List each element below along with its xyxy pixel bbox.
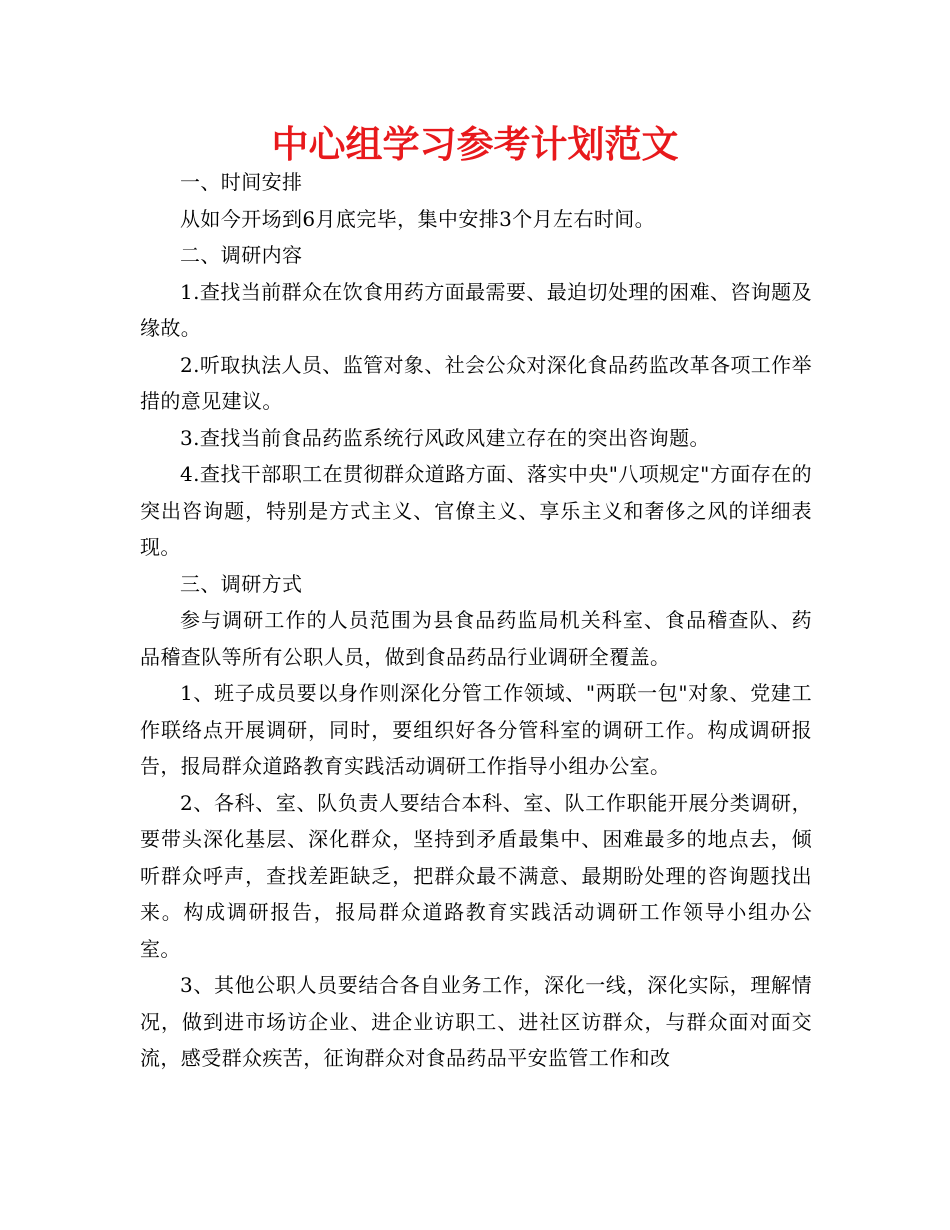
paragraph-content-item-2: 2.听取执法人员、监管对象、社会公众对深化食品药监改革各项工作举措的意见建议。 xyxy=(140,352,812,413)
section-heading-time: 一、时间安排 xyxy=(180,170,303,194)
paragraph-content-item-1: 1.查找当前群众在饮食用药方面最需要、最迫切处理的困难、咨询题及缘故。 xyxy=(140,279,812,340)
section-heading-content: 二、调研内容 xyxy=(180,243,303,267)
paragraph-method-item-1: 1、班子成员要以身作则深化分管工作领域、"两联一包"对象、党建工作联络点开展调研，同时，要组织好各分管科室的调研工作。构成调研报告，报局群众道路教育实践活动调研工作指导小组办公室。 xyxy=(140,681,812,778)
paragraph-time-detail: 从如今开场到6月底完毕，集中安排3个月左右时间。 xyxy=(180,206,656,231)
paragraph-method-item-2: 2、各科、室、队负责人要结合本科、室、队工作职能开展分类调研，要带头深化基层、深化群众，坚持到矛盾最集中、困难最多的地点去，倾听群众呼声，查找差距缺乏，把群众最不满意、最期盼处理的咨询题找出来。构成调研报告，报局群众道路教育实践活动调研工作领导小组办公室。 xyxy=(140,790,812,961)
paragraph-content-item-4: 4.查找干部职工在贯彻群众道路方面、落实中央"八项规定"方面存在的突出咨询题，特别是方式主义、官僚主义、享乐主义和奢侈之风的详细表现。 xyxy=(140,462,812,559)
document-title: 中心组学习参考计划范文 xyxy=(271,123,679,166)
paragraph-method-scope: 参与调研工作的人员范围为县食品药监局机关科室、食品稽查队、药品稽查队等所有公职人员，做到食品药品行业调研全覆盖。 xyxy=(140,608,812,669)
document-body xyxy=(140,164,812,1077)
paragraph-method-item-3: 3、其他公职人员要结合各自业务工作，深化一线，深化实际，理解情况，做到进市场访企业、进企业访职工、进社区访群众，与群众面对面交流，感受群众疾苦，征询群众对食品药品平安监管工作和改 xyxy=(140,973,812,1070)
section-heading-method: 三、调研方式 xyxy=(180,571,303,596)
paragraph-content-item-3: 3.查找当前食品药监系统行风政风建立存在的突出咨询题。 xyxy=(180,425,710,450)
